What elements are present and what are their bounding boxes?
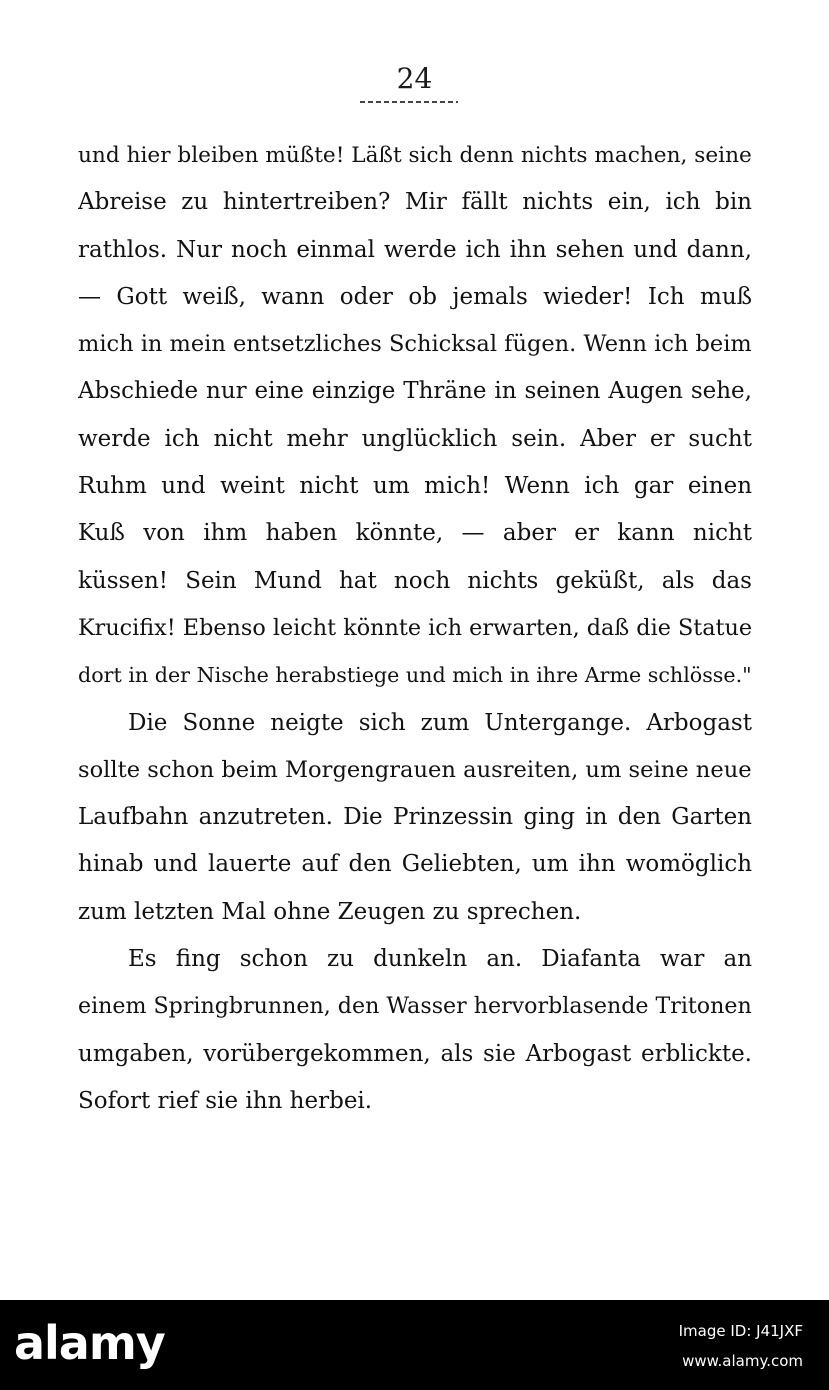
text-line: umgaben, vorübergekommen, als sie Arbogast erblickte. [78, 1040, 752, 1067]
text-line: hinab und lauerte auf den Geliebten, um ihn womöglich [78, 851, 752, 878]
text-line: sollte schon beim Morgengrauen ausreiten, um seine neue [78, 756, 752, 783]
paragraph-1 [78, 132, 752, 700]
text-line: Es fing schon zu dunkeln an. Diafanta war an [128, 946, 752, 973]
text-line: dort in der Nische herabstiege und mich in ihre Arme schlösse." [78, 663, 752, 688]
paragraph-3 [78, 936, 752, 1125]
text-line: rathlos. Nur noch einmal werde ich ihn sehen und dann, [78, 236, 752, 263]
text-line: Kuß von ihm haben könnte, — aber er kann nicht [78, 520, 752, 547]
text-line: und hier bleiben müßte! Läßt sich denn nichts machen, seine [78, 143, 752, 168]
alamy-logo: alamy [14, 1316, 165, 1370]
text-line: Abreise zu hintertreiben? Mir fällt nichts ein, ich bin [78, 189, 752, 216]
page-number: 24 [396, 62, 433, 95]
text-line: — Gott weiß, wann oder ob jemals wieder! Ich muß [78, 283, 752, 310]
text-line: küssen! Sein Mund hat noch nichts geküßt, als das [78, 567, 752, 594]
text-line: einem Springbrunnen, den Wasser hervorblasende Tritonen [78, 993, 752, 1020]
text-line: Laufbahn anzutreten. Die Prinzessin ging in den Garten [78, 804, 752, 831]
body-text [78, 132, 752, 1125]
page-number-rule [360, 101, 458, 103]
text-line: Die Sonne neigte sich zum Untergange. Arbogast [128, 709, 752, 736]
site-url: www.alamy.com [682, 1352, 803, 1370]
text-line: Krucifix! Ebenso leicht könnte ich erwarten, daß die Statue [78, 614, 752, 641]
text-line: zum letzten Mal ohne Zeugen zu sprechen. [78, 898, 582, 925]
image-id-label: Image ID: J41JXF [678, 1322, 803, 1340]
paragraph-2 [78, 700, 752, 936]
watermark-footer [0, 1300, 829, 1390]
text-line: werde ich nicht mehr unglücklich sein. Aber er sucht [78, 425, 752, 452]
text-line: Abschiede nur eine einzige Thräne in seinen Augen sehe, [78, 378, 752, 405]
text-line: Ruhm und weint nicht um mich! Wenn ich gar einen [78, 473, 752, 500]
text-line: mich in mein entsetzliches Schicksal fügen. Wenn ich beim [78, 331, 752, 358]
text-line: Sofort rief sie ihn herbei. [78, 1087, 373, 1114]
